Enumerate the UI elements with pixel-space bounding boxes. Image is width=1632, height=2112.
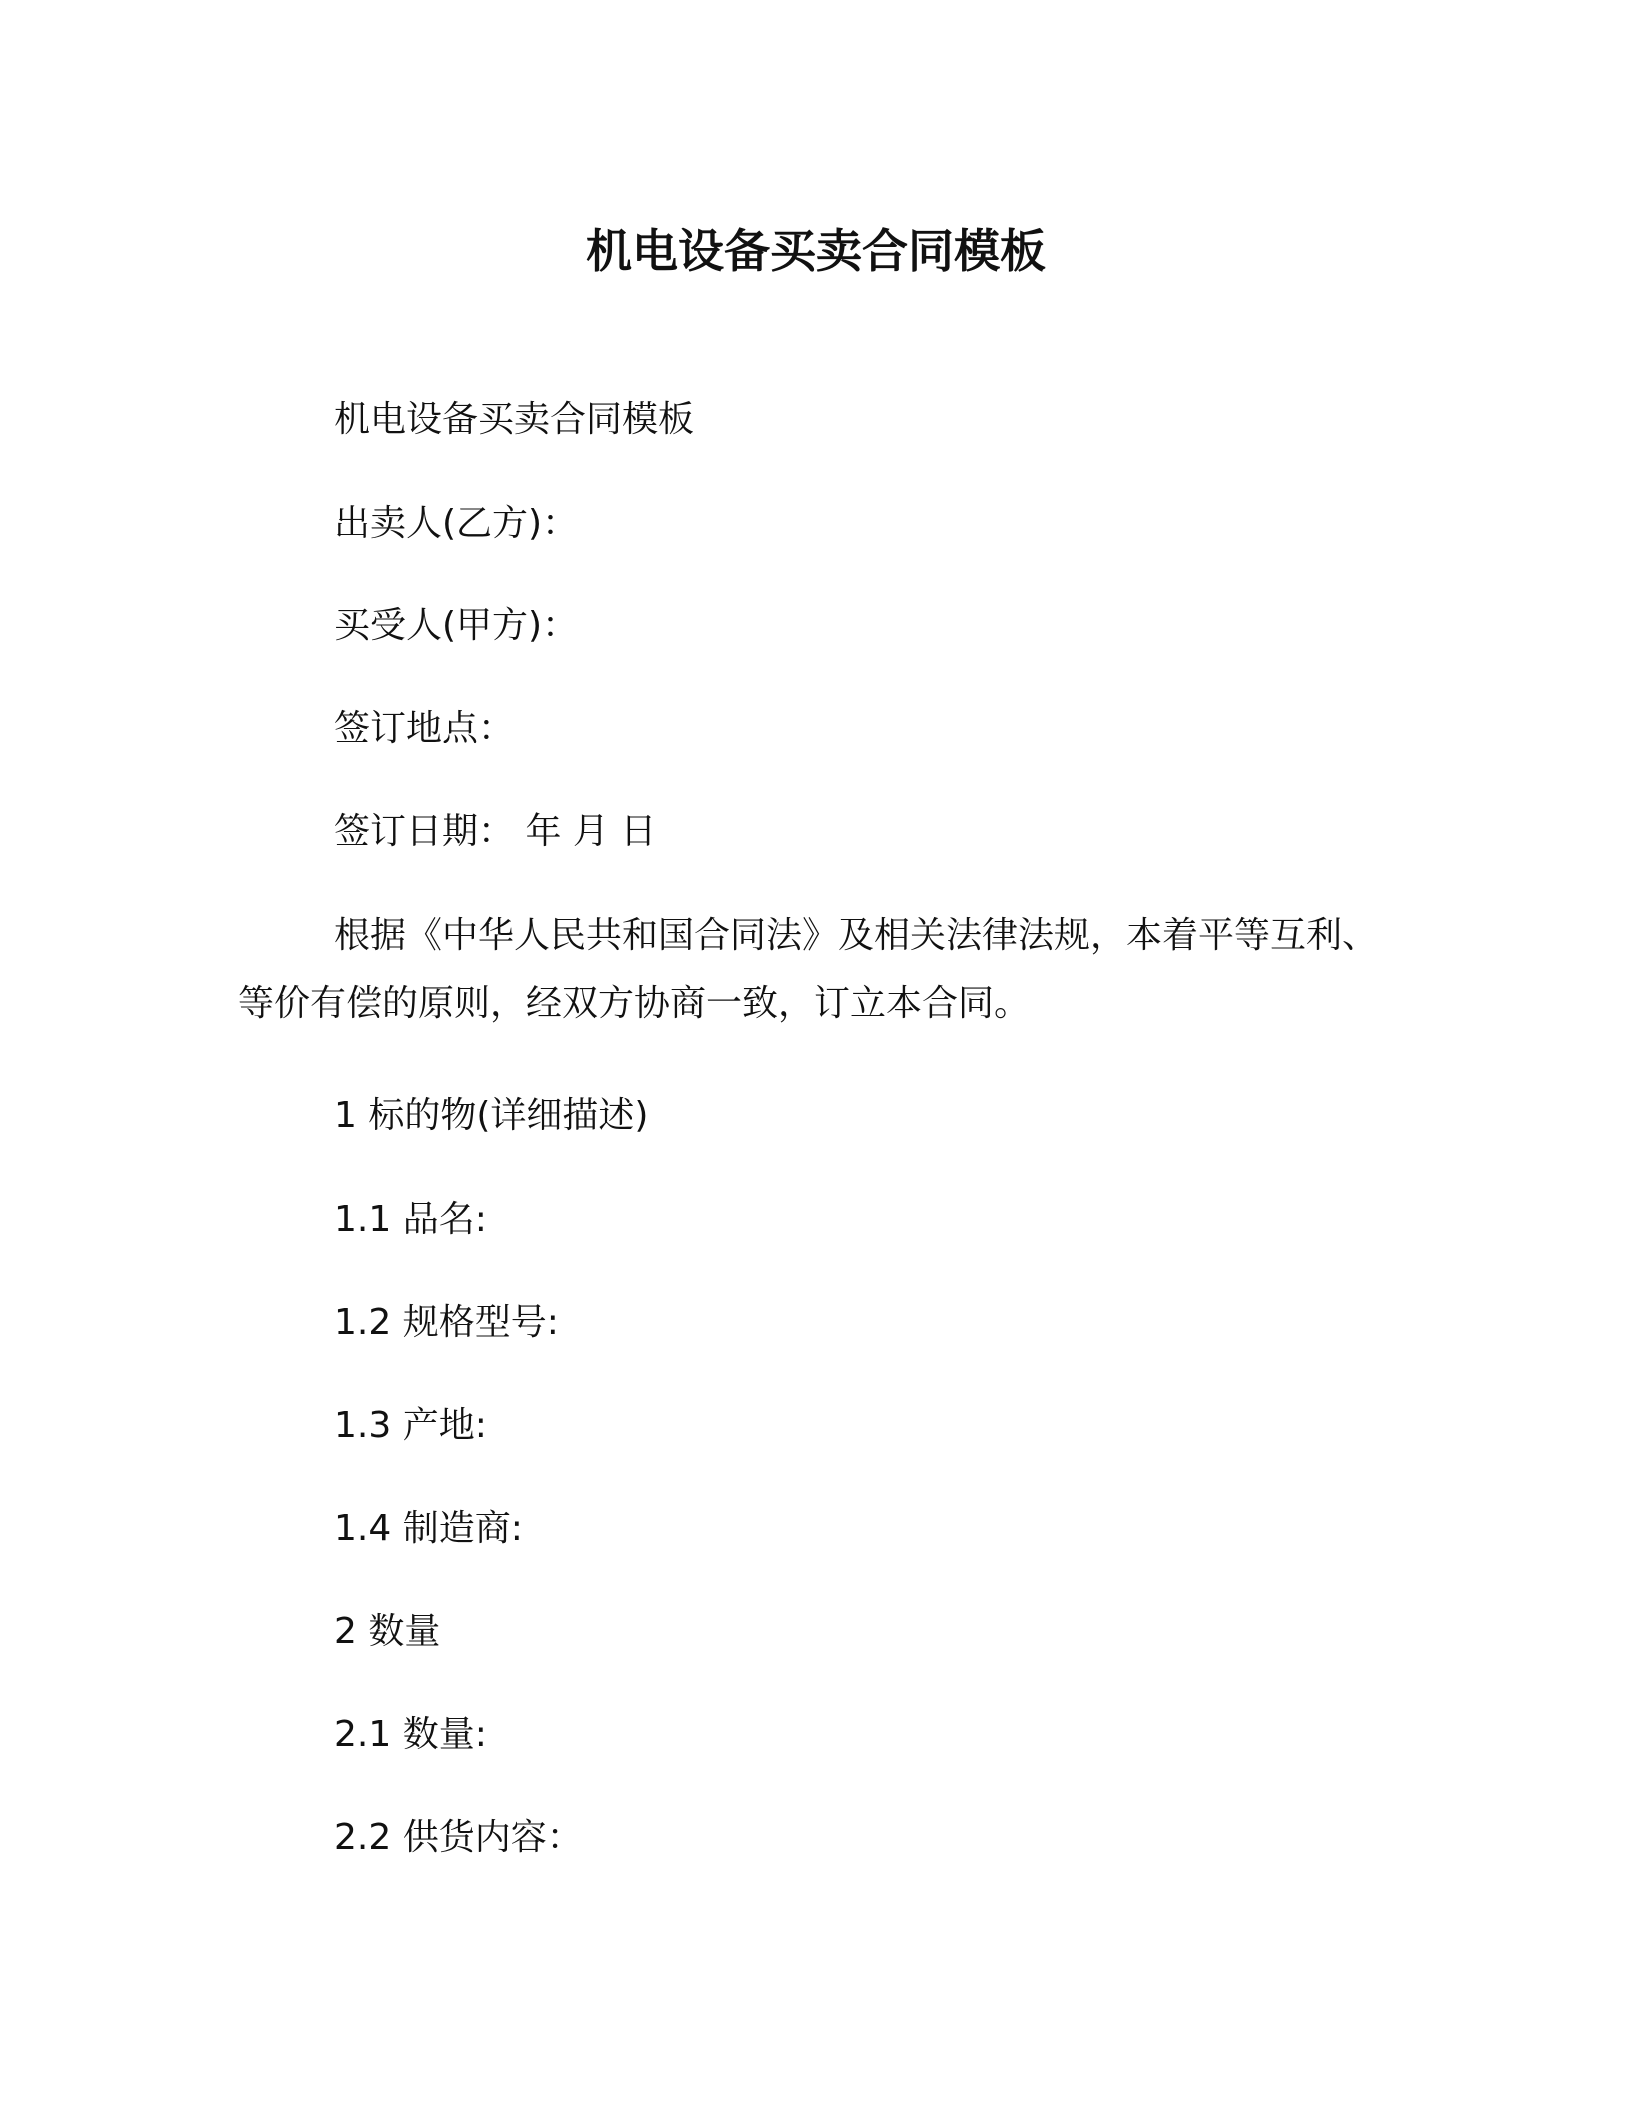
section-1-heading: 1 标的物(详细描述) <box>334 1095 649 1136</box>
section-1-2-line: 1.2 规格型号: <box>334 1302 559 1343</box>
signing-place-line: 签订地点： <box>334 708 515 749</box>
section-2-1-line: 2.1 数量: <box>334 1714 487 1755</box>
buyer-line: 买受人(甲方)： <box>334 605 579 646</box>
section-1-1-line: 1.1 品名: <box>334 1199 487 1240</box>
signing-date-line: 签订日期： 年 月 日 <box>334 811 657 852</box>
section-2-heading: 2 数量 <box>334 1611 441 1652</box>
section-2-2-line: 2.2 供货内容： <box>334 1817 583 1858</box>
intro-paragraph <box>238 910 1398 1030</box>
intro-line-1: 根据《中华人民共和国合同法》及相关法律法规，本着平等互利、 <box>334 915 1379 956</box>
section-1-3-line: 1.3 产地: <box>334 1405 487 1446</box>
document-title: 机电设备买卖合同模板 <box>586 224 1046 278</box>
section-1-4-line: 1.4 制造商: <box>334 1508 523 1549</box>
seller-line: 出卖人(乙方)： <box>334 503 579 544</box>
intro-line-2: 等价有偿的原则，经双方协商一致，订立本合同。 <box>238 983 1031 1024</box>
subtitle-line: 机电设备买卖合同模板 <box>334 399 695 440</box>
